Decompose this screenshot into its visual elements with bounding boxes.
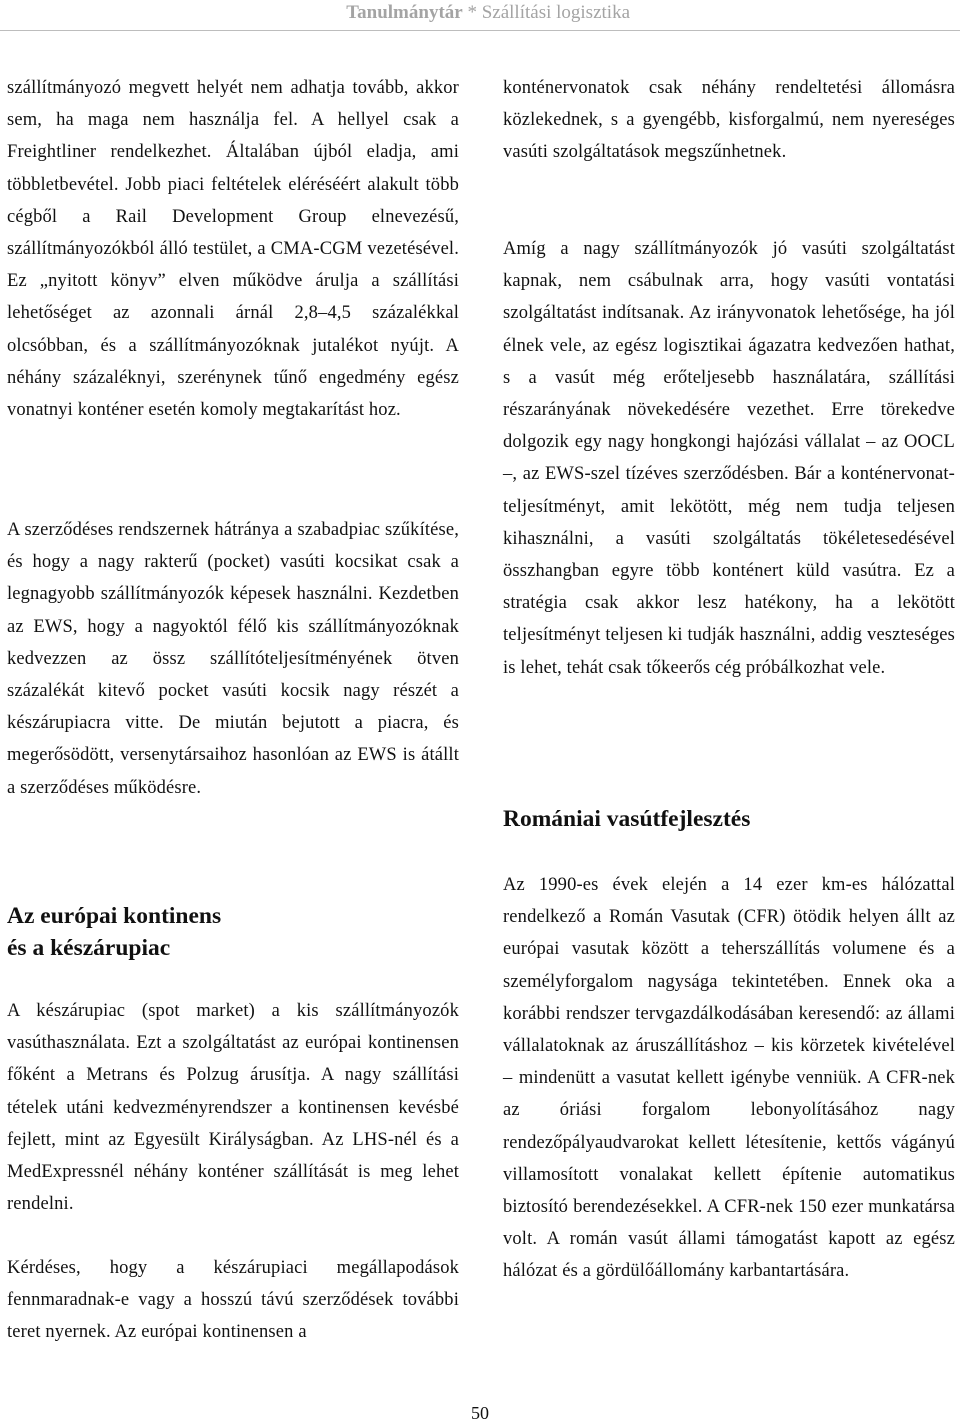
running-header (0, 0, 960, 30)
section-heading-romania: Romániai vasútfejlesztés (503, 806, 751, 832)
left-paragraph-3: A készárupiac (spot market) a kis szállítmányozók vasúthasználata. Ezt a szolgáltatást az európai kontinensen főként a Metrans és Polzug árusítja. A nagy szállítási tételek utáni kedvezményrendszer a kontinensen kevésbé fejlett, mint az Egyesült Királyságban. Az LHS-nél és a MedExpressnél néhány konténer szállítását is meg lehet rendelni. (7, 1001, 459, 1215)
heading-line-2: és a készárupiac (7, 935, 171, 961)
heading-line-1: Az európai kontinens (7, 903, 222, 929)
header-separator: * (462, 2, 482, 23)
header-series-title: Tanulmánytár (346, 2, 463, 23)
right-paragraph-1: konténervonatok csak néhány rendeltetési állomásra közlekednek, s a gyengébb, kisforgalmú, nem nyereséges vasúti szolgáltatások megszűnhetnek. (503, 78, 955, 163)
right-paragraph-3: Az 1990-es évek elején a 14 ezer km-es hálózattal rendelkező a Román Vasutak (CFR) ötödik helyen állt az európai vasutak között a teherszállítás volumene és a személyforgalom nagysága tekintetében. Ennek oka a korábbi rendszer tervgazdálkodásában keresendő: az állami vállalatoknak az áruszállításhoz – kis körzetek kivételével – mindenütt a vasutat kellett igénybe venniük. A CFR-nek az óriási forgalom lebonyolításához nagy rendezőpályaudvarokat kellett létesítenie, kettős vágányú villamosított vonalakat kellett építenie automatikus biztosító berendezésekkel. A CFR-nek 150 ezer munkatársa volt. A román vasút állami támogatást kapott az egész hálózat és a gördülőállomány karbantartására. (503, 875, 955, 1282)
left-paragraph-1: szállítmányozó megvett helyét nem adhatja tovább, akkor sem, ha maga nem használja fel. A hellyel csak a Freightliner rendelkezhet. Általában újból eladja, ami többletbevétel. Jobb piaci feltételek eléréséért alakult több cégből a Rail Development Group elnevezésű, szállítmányozókból álló testület, a CMA-CGM vezetésével. Ez „nyitott könyv” elven működve árulja a szállítási lehetőséget az azonnali árnál 2,8–4,5 százalékkal olcsóbban, és a szállítmányozóknak jutalékot nyújt. A néhány százaléknyi, szerénynek tűnő engedmény egész vonatnyi konténer esetén komoly megtakarítást hoz. (7, 78, 459, 421)
left-paragraph-2: A szerződéses rendszernek hátránya a szabadpiac szűkítése, és hogy a nagy rakterű (pocket) vasúti kocsikat csak a legnagyobb szállítmányozók képesek használni. Kezdetben az EWS, hogy a nagyoktól félő kis szállítmányozóknak kedvezzen az össz szállítóteljesítményének ötven százalékát kitevő pocket vasúti kocsik nagy részét a készárupiacra vitte. De miután bejutott a piacra, és megerősödött, versenytársaihoz hasonlóan az EWS is átállt a szerződéses működésre. (7, 520, 459, 798)
right-paragraph-2: Amíg a nagy szállítmányozók jó vasúti szolgáltatást kapnak, nem csábulnak arra, hogy vasúti vontatási szolgáltatást indítsanak. Az irányvonatok lehetősége, ha jól élnek vele, az egész logisztikai ágazatra kedvezően hathat, s a vasút még erőteljesebb használatára, szállítási részarányának növekedésére vezethet. Erre törekedve dolgozik egy nagy hongkongi hajózási vállalat – az OOCL –, az EWS-szel tízéves szerződésben. Bár a konténervonat-teljesítményt, amit lekötött, még nem tudja teljesen kihasználni, a vasúti szolgáltatás tökéletesedésével összhangban egyre több konténert küld vasútra. Ez a stratégia csak akkor lesz hatékony, ha a lekötött teljesítményt teljesen ki tudják használni, addig veszteséges is lehet, tehát csak tőkeerős cég próbálkozhat vele. (503, 239, 955, 678)
header-rule (0, 30, 960, 31)
section-heading-european-continent (7, 900, 459, 964)
left-paragraph-4: Kérdéses, hogy a készárupiaci megállapodások fennmaradnak-e vagy a hosszú távú szerződések további teret nyernek. Az európai kontinensen a (7, 1258, 459, 1343)
header-chapter-title: Szállítási logisztika (481, 2, 630, 23)
page-number: 50 (471, 1403, 489, 1423)
